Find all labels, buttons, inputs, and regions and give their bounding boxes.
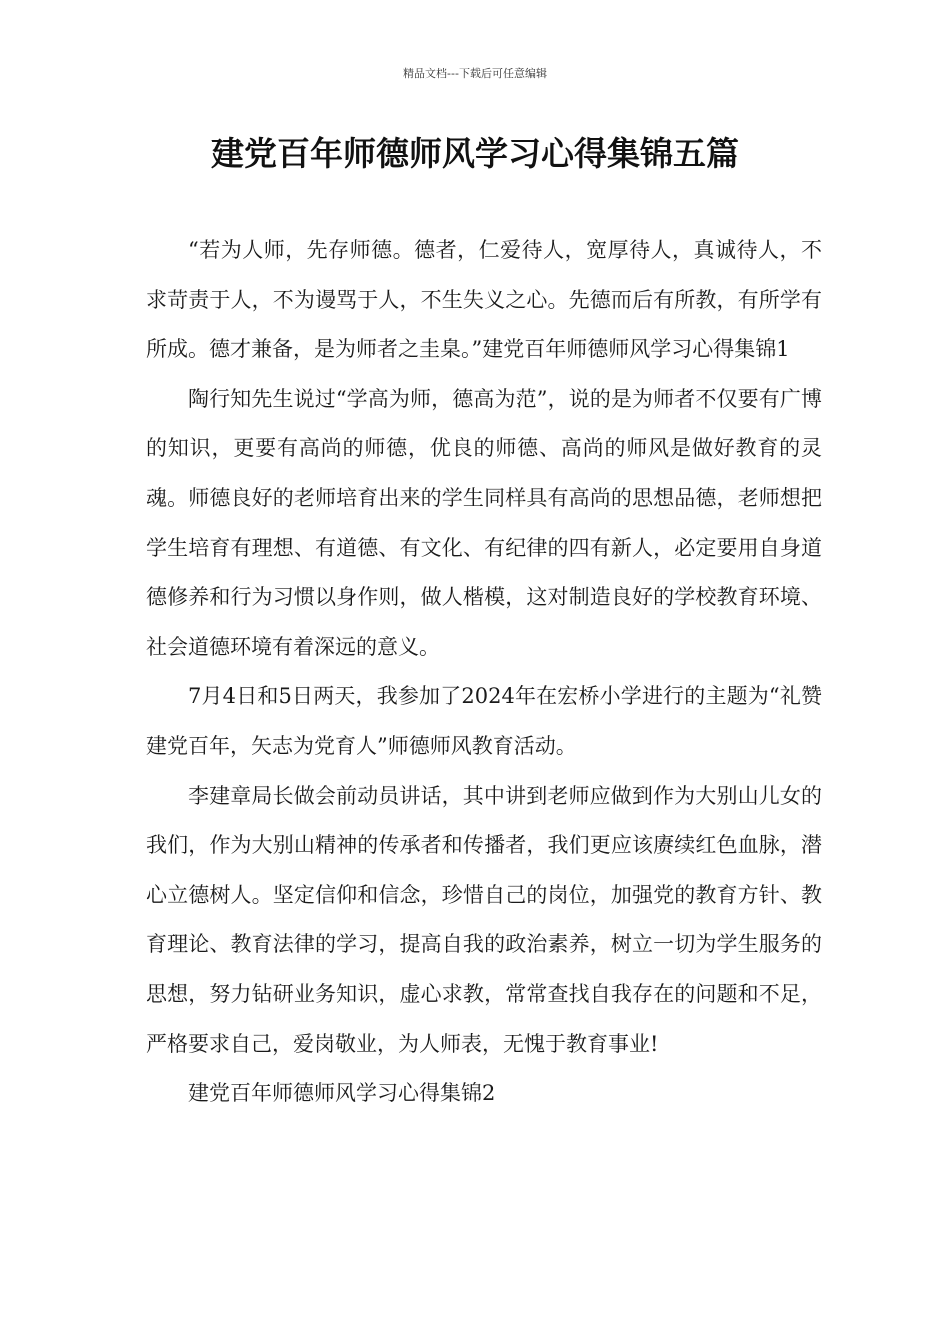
paragraph-4: 李建章局长做会前动员讲话，其中讲到老师应做到作为大别山儿女的我们，作为大别山精神的传承者和传播者，我们更应该赓续红色血脉，潜心立德树人。坚定信仰和信念，珍惜自己的岗位，加强党的教育方针、教育理论、教育法律的学习，提高自我的政治素养，树立一切为学生服务的思想，努力钻研业务知识，虚心求教，常常查找自我存在的问题和不足，严格要求自己，爱岗敬业，为人师表，无愧于教育事业!: [146, 783, 822, 1056]
document-body: [146, 226, 822, 1119]
paragraph-1: “若为人师，先存师德。德者，仁爱待人，宽厚待人，真诚待人，不求苛责于人，不为谩骂于人，不生失义之心。先德而后有所教，有所学有所成。德才兼备，是为师者之圭臬。”建党百年师德师风学习心得集锦1: [146, 238, 822, 362]
header-note: 精品文档---下载后可任意编辑: [403, 67, 547, 80]
paragraph-2: 陶行知先生说过“学高为师，德高为范”，说的是为师者不仅要有广博的知识，更要有高尚的师德，优良的师德、高尚的师风是做好教育的灵魂。师德良好的老师培育出来的学生同样具有高尚的思想品德，老师想把学生培育有理想、有道德、有文化、有纪律的四有新人，必定要用自身道德修养和行为习惯以身作则，做人楷模，这对制造良好的学校教育环境、社会道德环境有着深远的意义。: [146, 386, 822, 659]
section-heading-2: 建党百年师德师风学习心得集锦2: [188, 1081, 496, 1106]
document-title: 建党百年师德师风学习心得集锦五篇: [211, 134, 739, 173]
paragraph-3: 7月4日和5日两天，我参加了2024年在宏桥小学进行的主题为“礼赞建党百年，矢志为党育人”师德师风教育活动。: [146, 684, 822, 758]
